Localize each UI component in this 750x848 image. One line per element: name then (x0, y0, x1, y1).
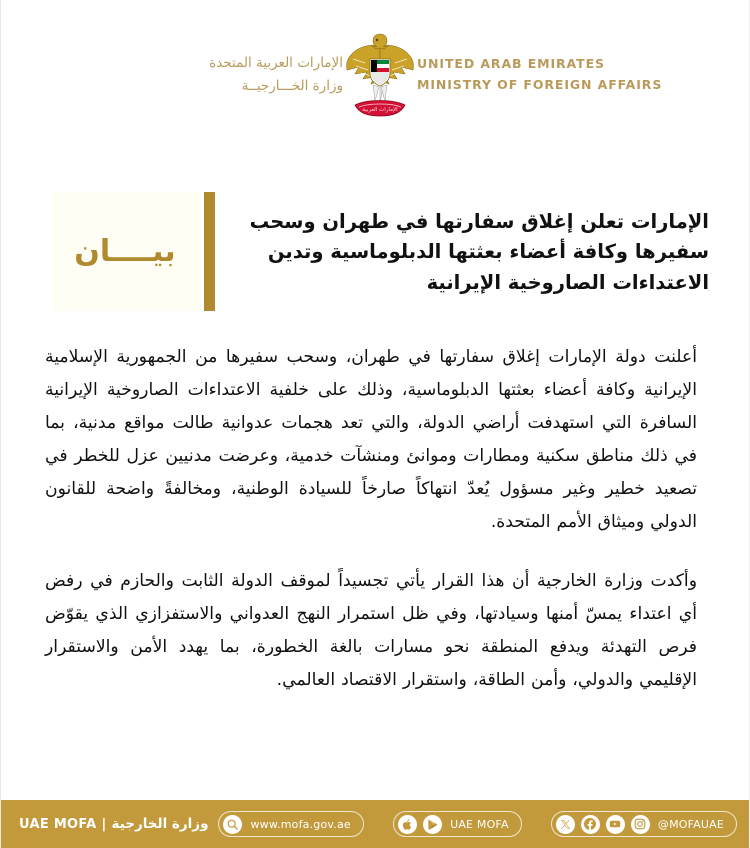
social-pill[interactable] (551, 811, 737, 837)
app-store-pill[interactable] (393, 811, 522, 837)
badge-accent-bar (204, 192, 215, 311)
brand-arabic-line1: الإمارات العربية المتحدة (209, 55, 343, 72)
statement-body (1, 311, 749, 800)
brand-arabic (158, 52, 343, 98)
body-paragraph: وأكدت وزارة الخارجية أن هذا القرار يأتي تجسيداً لموقف الدولة الثابت والحازم في رفض أي اعتداء يمسّ أمنها وسيادتها، وفي ظل استمرار النهج العدواني والاستفزازي الذي يقوّض فرص التهدئة ويدفع المنطقة نحو مسارات بالغة الخطورة، بما يهدد الأمن والاستقرار الإقليمي والدولي، وأمن الطاقة، واستقرار الاقتصاد العالمي. (45, 570, 697, 690)
youtube-icon (606, 815, 625, 834)
uae-falcon-emblem-icon (343, 29, 417, 121)
apple-appstore-icon (398, 815, 417, 834)
footer-brand-en: UAE MOFA (19, 816, 97, 832)
social-handle: @MOFAUAE (657, 817, 724, 831)
facebook-icon (581, 815, 600, 834)
brand-english-line1: UNITED ARAB EMIRATES (417, 56, 605, 72)
website-pill[interactable] (218, 811, 363, 837)
x-twitter-icon (556, 815, 575, 834)
brand-english-line2: MINISTRY OF FOREIGN AFFAIRS (417, 77, 663, 92)
website-url: www.mofa.gov.ae (250, 817, 351, 831)
footer-brand (19, 816, 208, 832)
page-footer (1, 800, 749, 848)
footer-brand-ar: وزارة الخارجية (111, 816, 209, 832)
statement-badge-label: بيــــان (74, 233, 176, 269)
brand-arabic-line2: وزارة الخـــارجيــة (241, 78, 343, 94)
instagram-icon (631, 815, 650, 834)
statement-badge (53, 192, 201, 311)
page-header (1, 0, 749, 150)
app-store-label: UAE MOFA (450, 817, 509, 831)
page-title: الإمارات تعلن إغلاق سفارتها في طهران وسحب سفيرها وكافة أعضاء بعثتها الدبلوماسية وتدين الاعتداءات الصاروخية الإيرانية (249, 210, 709, 294)
footer-brand-separator: | (101, 816, 107, 832)
google-play-icon (423, 815, 442, 834)
globe-search-icon (223, 815, 242, 834)
brand-english (417, 54, 663, 95)
svg-text:الإمارات العربية: الإمارات العربية (362, 107, 398, 113)
body-paragraph: أعلنت دولة الإمارات إغلاق سفارتها في طهران، وسحب سفيرها من الجمهورية الإسلامية الإيرانية وكافة أعضاء بعثتها الدبلوماسية، وذلك على خلفية الاعتداءات الصاروخية الإيرانية السافرة التي استهدفت أراضي الدولة، والتي تعد هجمات عدوانية طالت مواقع مدنية، بما في ذلك مناطق سكنية ومطارات وموانئ ومنشآت خدمية، وعرضت مدنيين عزل للخطر في تصعيد خطير وغير مسؤول يُعدّ انتهاكاً صارخاً للسيادة الوطنية، ومخالفةً واضحة للقانون الدولي وميثاق الأمم المتحدة. (45, 346, 697, 532)
headline-row (1, 150, 749, 311)
